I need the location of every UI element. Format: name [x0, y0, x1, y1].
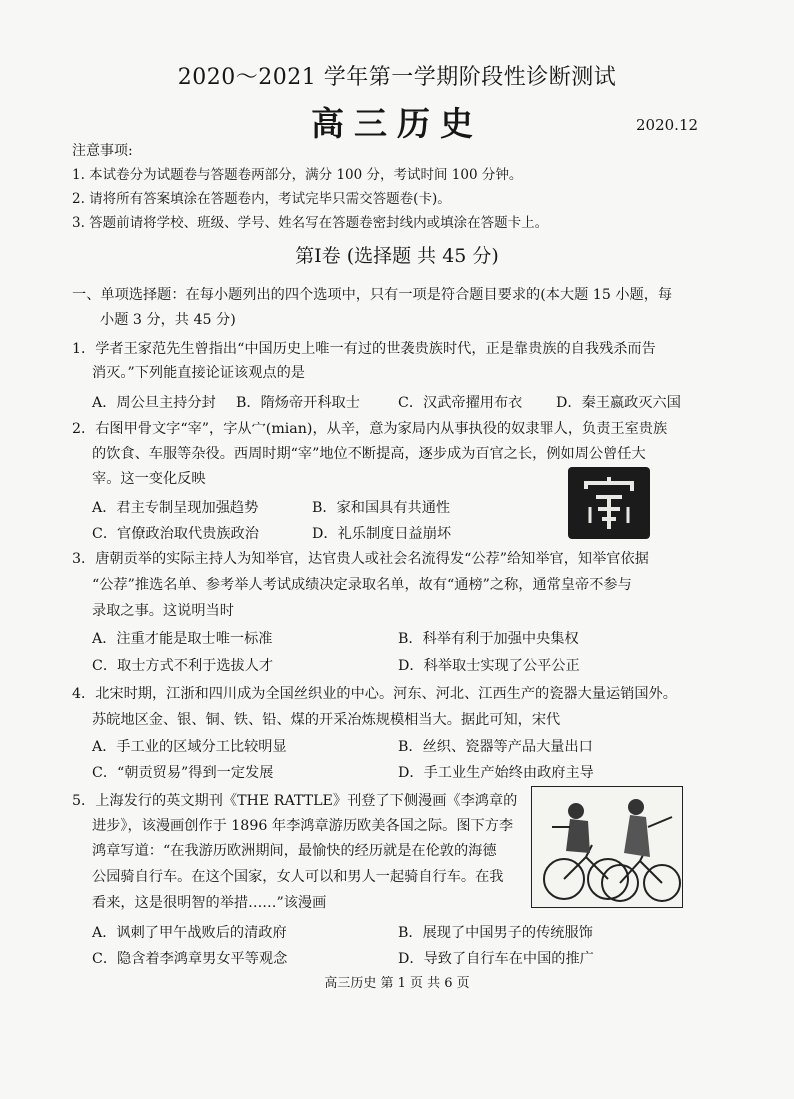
q2-stem-line-1: 2．右图甲骨文字“宰”，字从宀(mian)，从辛，意为家局内从事执役的奴隶罪人，负责王室贵族 — [72, 421, 668, 437]
notice-item-3: 3. 答题前请将学校、班级、学号、姓名写在答题卷密封线内或填涂在答题卡上。 — [72, 215, 549, 231]
q3-option-a: A．注重才能是取士唯一标准 — [92, 631, 273, 647]
q4-option-d: D．手工业生产始终由政府主导 — [398, 765, 594, 781]
q1-stem-line-2: 消灭。”下列能直接论证该观点的是 — [92, 365, 305, 381]
q3-stem-line-1: 3．唐朝贡举的实际主持人为知举官，达官贵人或社会名流得发“公荐”给知举官，知举官依据 — [72, 551, 649, 567]
q3-stem-line-3: 录取之事。这说明当时 — [92, 603, 234, 619]
q4-stem-line-2: 苏皖地区金、银、铜、铁、铅、煤的开采冶炼规模相当大。据此可知，宋代 — [92, 712, 561, 728]
q5-stem-line-4: 公园骑自行车。在这个国家，女人可以和男人一起骑自行车。在我 — [92, 869, 504, 885]
notice-heading: 注意事项: — [72, 143, 133, 159]
bicycle-cartoon-image — [531, 786, 683, 908]
q1-option-b: B．隋炀帝开科取士 — [236, 395, 360, 411]
q4-option-a: A．手工业的区域分工比较明显 — [92, 739, 287, 755]
page-footer: 高三历史 第 1 页 共 6 页 — [324, 976, 470, 991]
q2-option-d: D．礼乐制度日益崩坏 — [312, 526, 452, 542]
q5-option-b: B．展现了中国男子的传统服饰 — [398, 925, 593, 941]
subject-title: 高三历史 — [311, 104, 483, 143]
q5-option-d: D．导致了自行车在中国的推广 — [398, 951, 594, 967]
q5-stem-line-1: 5．上海发行的英文期刊《THE RATTLE》刊登了下侧漫画《李鸿章的 — [72, 793, 518, 809]
q1-option-a: A．周公旦主持分封 — [92, 395, 216, 411]
q4-option-b: B．丝织、瓷器等产品大量出口 — [398, 739, 593, 755]
q3-option-d: D．科举取士实现了公平公正 — [398, 658, 580, 674]
q5-stem-line-2: 进步》，该漫画创作于 1896 年李鸿章游历欧美各国之际。图下方李 — [92, 818, 514, 834]
q5-stem-line-5: 看来，这是很明智的举措……”该漫画 — [92, 895, 327, 911]
instruction-line-2: 小题 3 分，共 45 分) — [100, 312, 236, 328]
exam-title: 2020～2021 学年第一学期阶段性诊断测试 — [177, 65, 617, 90]
notice-item-2: 2. 请将所有答案填涂在答题卷内，考试完毕只需交答题卷(卡)。 — [72, 191, 451, 207]
q3-stem-line-2: “公荐”推选名单、参考举人考试成绩决定录取名单，故有“通榜”之称，通常皇帝不参与 — [92, 577, 632, 593]
q5-option-a: A．讽刺了甲午战败后的清政府 — [92, 925, 287, 941]
q2-stem-line-3: 宰。这一变化反映 — [92, 471, 206, 487]
q2-option-c: C．官僚政治取代贵族政治 — [92, 526, 259, 542]
q1-stem-line-1: 1．学者王家范先生曾指出“中国历史上唯一有过的世袭贵族时代，正是靠贵族的自我残杀而告 — [72, 341, 656, 357]
instruction-line-1: 一、单项选择题：在每小题列出的四个选项中，只有一项是符合题目要求的(本大题 15 小题，每 — [72, 287, 673, 303]
q2-option-b: B．家和国具有共通性 — [312, 500, 451, 516]
q4-option-c: C．“朝贡贸易”得到一定发展 — [92, 765, 274, 781]
q2-stem-line-2: 的饮食、车服等杂役。西周时期“宰”地位不断提高，逐步成为百官之长，例如周公曾任大 — [92, 446, 646, 462]
exam-date: 2020.12 — [636, 116, 699, 134]
q2-option-a: A．君主专制呈现加强趋势 — [92, 500, 259, 516]
part-heading: 第Ⅰ卷 (选择题 共 45 分) — [295, 245, 499, 267]
q5-option-c: C．隐含着李鸿章男女平等观念 — [92, 951, 288, 967]
q1-option-c: C．汉武帝擢用布衣 — [398, 395, 523, 411]
q3-option-c: C．取士方式不利于选拔人才 — [92, 658, 274, 674]
q1-option-d: D．秦王嬴政灭六国 — [556, 395, 681, 411]
oracle-bone-character-image — [568, 467, 650, 539]
notice-item-1: 1. 本试卷分为试题卷与答题卷两部分，满分 100 分，考试时间 100 分钟。 — [72, 167, 523, 183]
q3-option-b: B．科举有利于加强中央集权 — [398, 631, 579, 647]
q5-stem-line-3: 鸿章写道：“在我游历欧洲期间，最愉快的经历就是在伦敦的海德 — [92, 843, 497, 859]
q4-stem-line-1: 4．北宋时期，江浙和四川成为全国丝织业的中心。河东、河北、江西生产的瓷器大量运销国外。 — [72, 686, 677, 702]
